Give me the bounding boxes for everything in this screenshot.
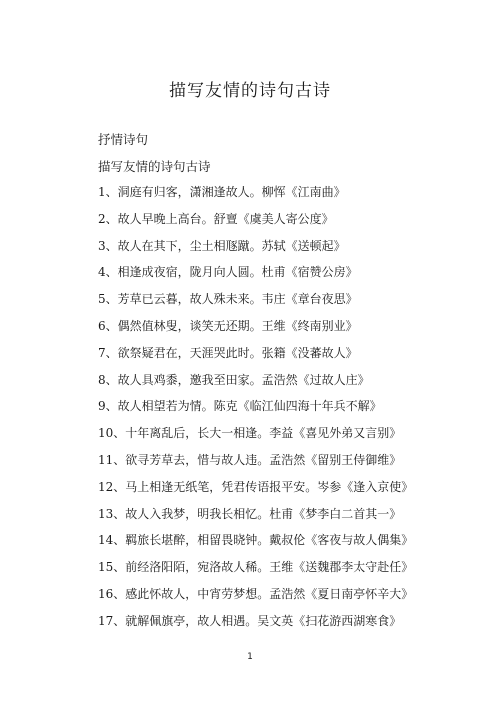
poem-line: 1、洞庭有归客，潇湘逢故人。柳恽《江南曲》 xyxy=(98,185,346,199)
section-heading: 抒情诗句 xyxy=(98,132,149,147)
poem-line: 17、就解佩旗亭，故人相遇。吴文英《扫花游西湖寒食》 xyxy=(98,613,402,628)
poem-line: 10、十年离乱后，长大一相逢。李益《喜见外弟又言别》 xyxy=(98,426,402,441)
page-number: 1 xyxy=(247,652,253,662)
poem-line: 15、前经洛阳陌，宛洛故人稀。王维《送魏郡李太守赴任》 xyxy=(98,560,414,575)
poem-line: 16、感此怀故人，中宵劳梦想。孟浩然《夏日南亭怀辛大》 xyxy=(98,586,414,601)
poem-line: 2、故人早晚上高台。舒亶《虞美人寄公度》 xyxy=(98,211,334,226)
poem-line: 11、欲寻芳草去，惜与故人违。孟浩然《留别王侍御维》 xyxy=(98,452,402,467)
poem-line: 4、相逢成夜宿，陇月向人圆。杜甫《宿赞公房》 xyxy=(98,265,358,280)
page-title: 描写友情的诗句古诗 xyxy=(169,81,331,101)
poem-line: 6、偶然值林叟，谈笑无还期。王维《终南别业》 xyxy=(98,318,358,333)
sub-heading: 描写友情的诗句古诗 xyxy=(98,159,211,174)
poem-line: 3、故人在其下，尘土相豗蹴。苏轼《送顿起》 xyxy=(98,238,346,253)
poem-line: 13、故人入我梦，明我长相忆。杜甫《梦李白二首其一》 xyxy=(98,506,402,521)
poem-line: 14、羁旅长堪醉，相留畏晓钟。戴叔伦《客夜与故人偶集》 xyxy=(98,533,414,548)
poem-line: 8、故人具鸡黍，邀我至田家。孟浩然《过故人庄》 xyxy=(98,372,370,387)
poem-line: 5、芳草已云暮，故人殊未来。韦庄《章台夜思》 xyxy=(98,292,358,307)
poem-line: 12、马上相逢无纸笔，凭君传语报平安。岑参《逢入京使》 xyxy=(98,479,414,494)
poem-line: 7、欲祭疑君在，天涯哭此时。张籍《没蕃故人》 xyxy=(98,345,358,360)
poem-line: 9、故人相望若为情。陈克《临江仙四海十年兵不解》 xyxy=(98,399,382,414)
poem-line-list xyxy=(98,184,418,640)
